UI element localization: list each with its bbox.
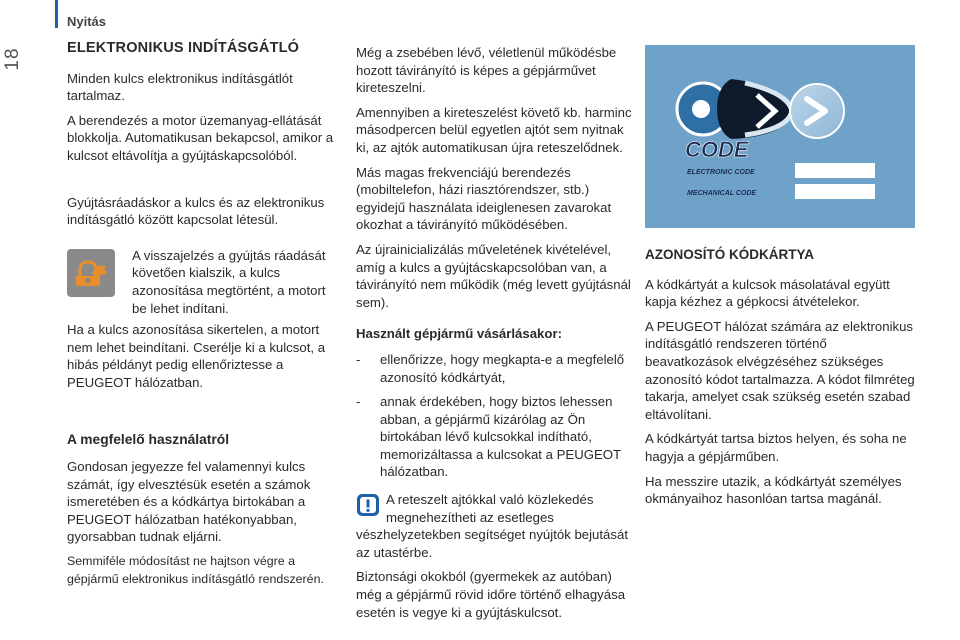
column-right [645, 246, 915, 515]
section-label: Nyitás [67, 14, 107, 29]
code-card-image [645, 45, 915, 228]
code-card-title: AZONOSÍTÓ KÓDKÁRTYA [645, 247, 815, 262]
used-vehicle-title: Használt gépjármű vásárlásakor: [356, 326, 562, 342]
warning-block [67, 247, 339, 317]
subtitle: A megfelelő használatról [67, 431, 230, 447]
padlock-warning-icon [67, 249, 115, 297]
paragraph: Ha a kulcs azonosítása sikertelen, a motort nem lehet beindítani. Cserélje ki a kulcsot, a hibás példányt pedig ellenőriztesse a PEUGEOT hálózatban. [67, 322, 326, 390]
paragraph: A PEUGEOT hálózat számára az elektronikus indításgátló rendszeren történő beavatkozások elvégzéséhez szükséges azonosító kódot tartalmazza. A kódot filmréteg takarja, amelyet csak szükség esetén szabad eltávolítani. [645, 318, 915, 422]
paragraph: Az újrainicializálás műveletének kivételével, amíg a kulcs a gyújtácskapcsolóban van, a távirányító nem működik (még levett gyújtásnál sem). [356, 241, 631, 310]
mechanical-code-label: MECHANICAL CODE [687, 190, 757, 197]
paragraph: A kódkártyát tartsa biztos helyen, és soha ne hagyja a gépjárműben. [645, 431, 907, 464]
paragraph: Ha messzire utazik, a kódkártyát személyes okmányaihoz hasonlóan tartsa magánál. [645, 473, 902, 507]
warning-text: A visszajelzés a gyújtás ráadását követően kialszik, a kulcs azonosítása megtörtént, a motort be lehet indítani. [132, 247, 326, 316]
column-left [67, 40, 339, 595]
paragraph: A kódkártyát a kulcsok másolatával együtt kapja kézhez a gépkocsi átvételekor. [645, 276, 890, 310]
paragraph: Amennyiben a kireteszelést követő kb. harminc másodpercen belül egyetlen ajtót sem nyitnak ki, az ajtók automatikusan újra reteszelődnek. [356, 104, 632, 155]
paragraph: Semmiféle módosítást ne hajtson végre a gépjármű elektronikus indításgátló rendszerén. [67, 554, 324, 586]
page-number: 18 [2, 47, 23, 71]
column-middle [356, 44, 632, 628]
electronic-code-label: ELECTRONIC CODE [687, 169, 755, 176]
list-item: - annak érdekében, hogy biztos lehessen abban, a gépjármű kizárólag az Ön birtokában lévő kulcsokkal indítható, memorizáltassa a kulcsokat a PEUGEOT hálózatban. [356, 394, 621, 480]
paragraph: Biztonsági okokból (gyermekek az autóban) még a gépjármű rövid időre történő elhagyása esetén is vegye ki a gyújtáskulcsot. [356, 569, 626, 620]
paragraph: Gyújtásráadáskor a kulcs és az elektronikus indításgátló között kapcsolat létesül. [67, 194, 325, 228]
caution-note: A reteszelt ajtókkal való közlekedés megnehezítheti az esetleges vészhelyzetekben segítséget nyújtók bejutását az utastérbe. [356, 492, 628, 560]
exclamation-icon [356, 493, 380, 517]
paragraph: Minden kulcs elektronikus indításgátlót tartalmaz. [67, 70, 293, 104]
electronic-code-field [795, 163, 875, 178]
paragraph: Még a zsebében lévő, véletlenül működésbe hozott távirányító is képes a gépjárművet kireteszelni. [356, 45, 617, 96]
paragraph: A berendezés a motor üzemanyag-ellátását blokkolja. Automatikusan bekapcsol, amikor a kulcsot eltávolítja a gyújtáskapcsolóból. [67, 112, 334, 163]
mechanical-code-field [795, 184, 875, 199]
key-icon [677, 79, 844, 139]
paragraph: Más magas frekvenciájú berendezés (mobiltelefon, házi riasztórendszer, stb.) egyidejű használata ideiglenesen zavarokat okozhat a távirányító működésében. [356, 164, 612, 233]
section-accent-bar [55, 0, 58, 28]
code-label: CODE [685, 137, 749, 162]
paragraph: Gondosan jegyezze fel valamennyi kulcs számát, így elvesztésük esetén a számok ismeretében és a kódkártya birtokában a PEUGEOT hálózatban hatékonyabban, gyorsabban tudnak eljárni. [67, 459, 311, 545]
main-title: ELEKTRONIKUS INDÍTÁSGÁTLÓ [67, 40, 300, 56]
list-item: - ellenőrizze, hogy megkapta-e a megfelelő azonosító kódkártyát, [356, 351, 625, 385]
